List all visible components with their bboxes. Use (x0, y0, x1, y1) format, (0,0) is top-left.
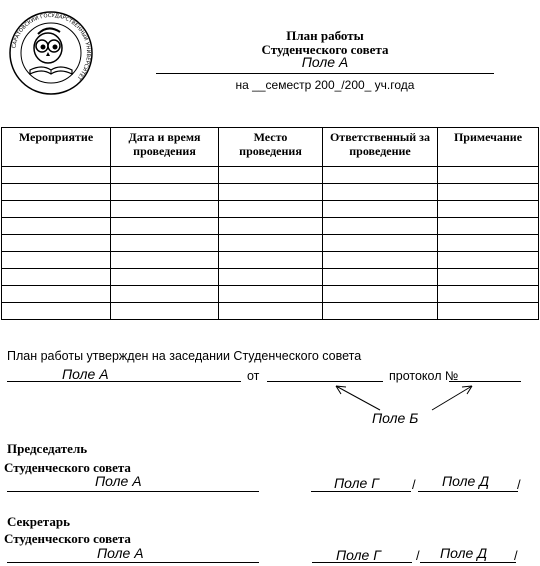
table-cell (438, 252, 539, 269)
secretary-field-a-line (7, 562, 259, 563)
table-cell (219, 303, 323, 320)
chairman-slash-1: / (412, 477, 416, 492)
table-cell (323, 184, 438, 201)
university-logo (8, 10, 94, 96)
table-cell (2, 201, 111, 218)
table-row (2, 235, 539, 252)
table-cell (438, 235, 539, 252)
col-header-responsible: Ответственный за проведение (323, 128, 438, 167)
chairman-field-d: Поле Д (442, 473, 490, 489)
table-cell (2, 184, 111, 201)
table-cell (438, 303, 539, 320)
chairman-field-a-line (7, 491, 259, 492)
table-cell (323, 269, 438, 286)
table-cell (323, 167, 438, 184)
col-header-place: Место проведения (219, 128, 323, 167)
table-cell (219, 252, 323, 269)
chairman-field-g-line (311, 491, 411, 492)
secretary-label-2: Студенческого совета (4, 531, 131, 546)
header-field-a-line (156, 73, 494, 74)
secretary-slash-2: / (514, 548, 518, 563)
approval-text: План работы утвержден на заседании Студенческого совета (7, 349, 362, 363)
chairman-label-2: Студенческого совета (4, 460, 131, 475)
chairman-field-a: Поле А (95, 473, 142, 489)
table-cell (111, 167, 219, 184)
table-cell (111, 252, 219, 269)
table-cell (438, 201, 539, 218)
table-cell (219, 167, 323, 184)
table-cell (219, 201, 323, 218)
table-cell (438, 167, 539, 184)
col-header-datetime: Дата и время проведения (111, 128, 219, 167)
table-cell (323, 303, 438, 320)
approval-ot-label: от (247, 369, 260, 383)
secretary-slash-1: / (416, 548, 420, 563)
table-row (2, 286, 539, 303)
table-cell (111, 303, 219, 320)
secretary-field-d: Поле Д (440, 545, 488, 561)
table-cell (111, 218, 219, 235)
approval-field-b: Поле Б (372, 410, 419, 426)
table-cell (219, 286, 323, 303)
table-cell (111, 286, 219, 303)
table-cell (2, 235, 111, 252)
approval-field-a: Поле А (62, 366, 109, 382)
table-cell (438, 269, 539, 286)
doc-title-line1: План работы (286, 28, 364, 43)
chairman-field-g: Поле Г (334, 475, 379, 491)
chairman-label-1: Председатель (7, 441, 88, 456)
table-cell (2, 167, 111, 184)
table-cell (219, 184, 323, 201)
table-row (2, 269, 539, 286)
table-cell (111, 184, 219, 201)
table-cell (2, 218, 111, 235)
col-header-note: Примечание (438, 128, 539, 167)
table-cell (323, 201, 438, 218)
chairman-slash-2: / (517, 477, 521, 492)
table-cell (111, 269, 219, 286)
table-cell (219, 218, 323, 235)
approval-protocol-label: протокол № (389, 369, 459, 383)
logo-ring-text: САРАТОВСКИЙ ГОСУДАРСТВЕННЫЙ УНИВЕРСИТЕТ (11, 12, 92, 81)
secretary-field-g-line (312, 562, 412, 563)
table-cell (2, 252, 111, 269)
doc-title-line2: Студенческого совета (261, 42, 389, 57)
table-cell (111, 235, 219, 252)
table-header-row (2, 128, 539, 167)
secretary-field-g: Поле Г (336, 547, 381, 563)
table-row (2, 218, 539, 235)
table-cell (438, 218, 539, 235)
secretary-field-a: Поле А (97, 545, 144, 561)
table-row (2, 184, 539, 201)
secretary-field-d-line (420, 562, 516, 563)
table-cell (219, 269, 323, 286)
semester-line: на __семестр 200_/200_ уч.года (235, 78, 415, 92)
secretary-label-1: Секретарь (7, 514, 70, 529)
table-cell (323, 218, 438, 235)
table-cell (323, 286, 438, 303)
table-row (2, 252, 539, 269)
col-header-event: Мероприятие (2, 128, 111, 167)
table-cell (2, 286, 111, 303)
table-row (2, 303, 539, 320)
table-cell (219, 235, 323, 252)
header-field-a: Поле А (301, 54, 349, 70)
table-cell (2, 303, 111, 320)
table-cell (111, 201, 219, 218)
table-cell (438, 184, 539, 201)
approval-field-a-line (7, 381, 241, 382)
table-row (2, 201, 539, 218)
plan-table (1, 127, 539, 320)
chairman-field-d-line (418, 491, 518, 492)
table-row (2, 167, 539, 184)
table-cell (323, 252, 438, 269)
table-cell (323, 235, 438, 252)
table-cell (438, 286, 539, 303)
table-cell (2, 269, 111, 286)
